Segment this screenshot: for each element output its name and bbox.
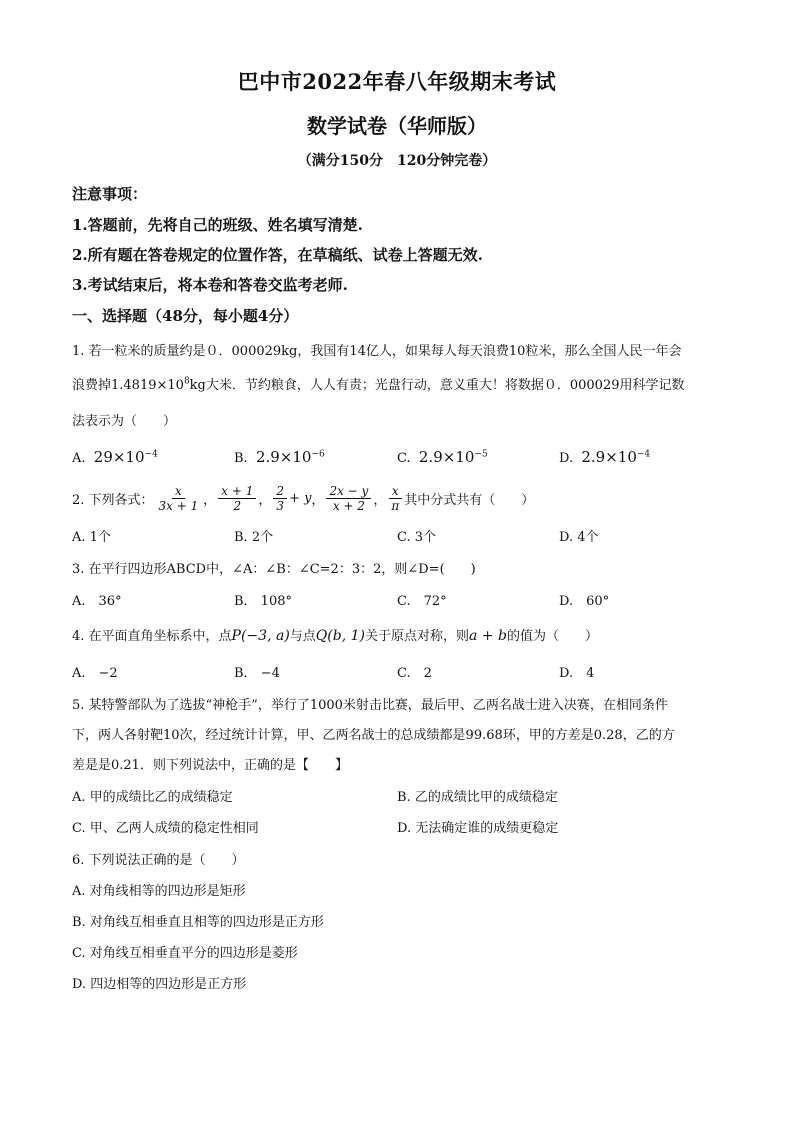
note-item-2: 2.所有题在答卷规定的位置作答，在草稿纸、试卷上答题无效. <box>72 246 483 264</box>
q2-option-b: B. 2个 <box>234 530 274 545</box>
q4-option-c: C. 2 <box>397 666 432 681</box>
fraction-numerator: x + 1 <box>218 484 256 499</box>
option-exponent: −4 <box>144 449 158 460</box>
q2-prefix: 2. 下列各式： <box>72 492 154 508</box>
fraction-numerator: 2x − y <box>326 484 371 499</box>
q6-option-b: B. 对角线互相垂直且相等的四边形是正方形 <box>72 915 324 930</box>
point-p: P(−3, a) <box>231 628 290 644</box>
fraction-2 <box>218 484 256 513</box>
fraction-5 <box>388 484 402 513</box>
exam-subtitle: 数学试卷（华师版） <box>307 114 487 138</box>
q4-option-d: D. 4 <box>559 666 595 681</box>
fraction-denominator: 3 <box>276 498 285 513</box>
q1-line2-exponent: 8 <box>183 376 190 387</box>
q1-line2 <box>72 374 685 393</box>
option-math: 2.9×10 <box>581 448 637 466</box>
q3-option-a: A. 36° <box>72 594 122 609</box>
fraction-3-tail: + y <box>289 490 312 506</box>
q1-line1: 1. 若一粒米的质量约是０．000029kg，我国有14亿人，如果每人每天浪费10粒米，那么全国人民一年会 <box>72 344 682 359</box>
fraction-denominator: 2 <box>233 498 242 513</box>
option-math: 29×10 <box>93 448 145 466</box>
notes-heading: 注意事项： <box>72 185 148 203</box>
q5-option-a: A. 甲的成绩比乙的成绩稳定 <box>72 790 233 805</box>
q3-stem: 3. 在平行四边形ABCD中，∠A：∠B：∠C=2：3：2，则∠D=( ) <box>72 562 476 577</box>
q4-option-a: A. −2 <box>72 666 118 681</box>
q6-option-c: C. 对角线互相垂直平分的四边形是菱形 <box>72 946 298 961</box>
q2-stem: 2. 下列各式： $\frac{x}{3x + 1}$ ， $\frac{x + 1}{2}$ ， $\frac{2}{3}$ + y ， $\frac{2x - y}{x + 2}$ ， $\frac{x}{\pi}$ 其中分式共有（ ） <box>72 483 535 513</box>
q2-option-a: A. 1个 <box>72 530 111 545</box>
q4-text-c: 关于原点对称，则 <box>364 629 469 644</box>
option-label: D. <box>559 451 574 466</box>
option-math: 2.9×10 <box>255 448 312 466</box>
section-heading: 一、选择题（48分，每小题4分） <box>72 307 299 325</box>
option-label: C. <box>397 451 411 466</box>
option-exponent: −6 <box>311 449 325 460</box>
q1-line2-start: 浪费掉1.4819×10 <box>72 378 184 393</box>
q5-option-c: C. 甲、乙两人成绩的稳定性相同 <box>72 821 259 836</box>
note-item-1: 1.答题前，先将自己的班级、姓名填写清楚. <box>72 216 363 234</box>
fraction-3 <box>273 484 287 513</box>
q5-option-d: D. 无法确定谁的成绩更稳定 <box>397 821 559 836</box>
option-label: A. <box>72 451 86 466</box>
fraction-4 <box>326 484 371 513</box>
fraction-1 <box>156 484 202 513</box>
q4-text-a: 4. 在平面直角坐标系中，点 <box>72 629 232 644</box>
q2-option-c: C. 3个 <box>397 530 437 545</box>
sum-expression: a + b <box>468 628 507 644</box>
note-item-3: 3.考试结束后，将本卷和答卷交监考老师. <box>72 276 348 294</box>
fraction-numerator: x <box>172 484 185 499</box>
q1-line2-end: kg大米．节约粮食，人人有责；光盘行动，意义重大！将数据０．000029用科学记数 <box>189 378 685 393</box>
q2-option-d: D. 4个 <box>559 530 599 545</box>
q6-option-d: D. 四边相等的四边形是正方形 <box>72 977 247 992</box>
fraction-denominator: π <box>391 498 400 513</box>
q5-line3: 差是是0.21．则下列说法中，正确的是【 】 <box>72 758 348 773</box>
q1-option-d <box>559 448 650 466</box>
q6-stem: 6. 下列说法正确的是（ ） <box>72 853 245 868</box>
q1-option-b <box>234 448 325 466</box>
fraction-numerator: x <box>389 484 402 499</box>
q6-option-a: A. 对角线相等的四边形是矩形 <box>72 884 246 899</box>
q5-line1: 5. 某特警部队为了选拔“神枪手”，举行了1000米射击比赛，最后甲、乙两名战士进入决赛，在相同条件 <box>72 698 668 713</box>
option-math: 2.9×10 <box>418 448 475 466</box>
option-exponent: −5 <box>474 449 488 460</box>
q4-text-b: 与点 <box>289 629 316 644</box>
option-label: B. <box>234 451 248 466</box>
point-q: Q(b, 1) <box>315 628 365 644</box>
exam-title: 巴中市2022年春八年级期末考试 <box>237 69 557 94</box>
q1-line3: 法表示为（ ） <box>72 414 177 429</box>
q4-option-b: B. −4 <box>234 666 280 681</box>
q2-suffix: 其中分式共有（ ） <box>404 492 535 508</box>
q4-stem <box>72 625 598 644</box>
q3-option-c: C. 72° <box>397 594 447 609</box>
q3-option-b: B. 108° <box>234 594 292 609</box>
q4-text-d: 的值为（ ） <box>506 629 598 644</box>
fraction-denominator: 3x + 1 <box>158 498 199 513</box>
q3-option-d: D. 60° <box>559 594 610 609</box>
fraction-denominator: x + 2 <box>332 498 365 513</box>
fraction-numerator: 2 <box>273 484 287 499</box>
exam-meta: （满分150分 120分钟完卷） <box>297 153 497 169</box>
q1-option-c <box>397 448 488 466</box>
q1-option-a <box>72 448 158 466</box>
q5-line2: 下，两人各射靶10次，经过统计计算，甲、乙两名战士的总成绩都是99.68环，甲的方差是0.28，乙的方 <box>72 728 675 743</box>
option-exponent: −4 <box>636 449 651 460</box>
q5-option-b: B. 乙的成绩比甲的成绩稳定 <box>397 790 558 805</box>
